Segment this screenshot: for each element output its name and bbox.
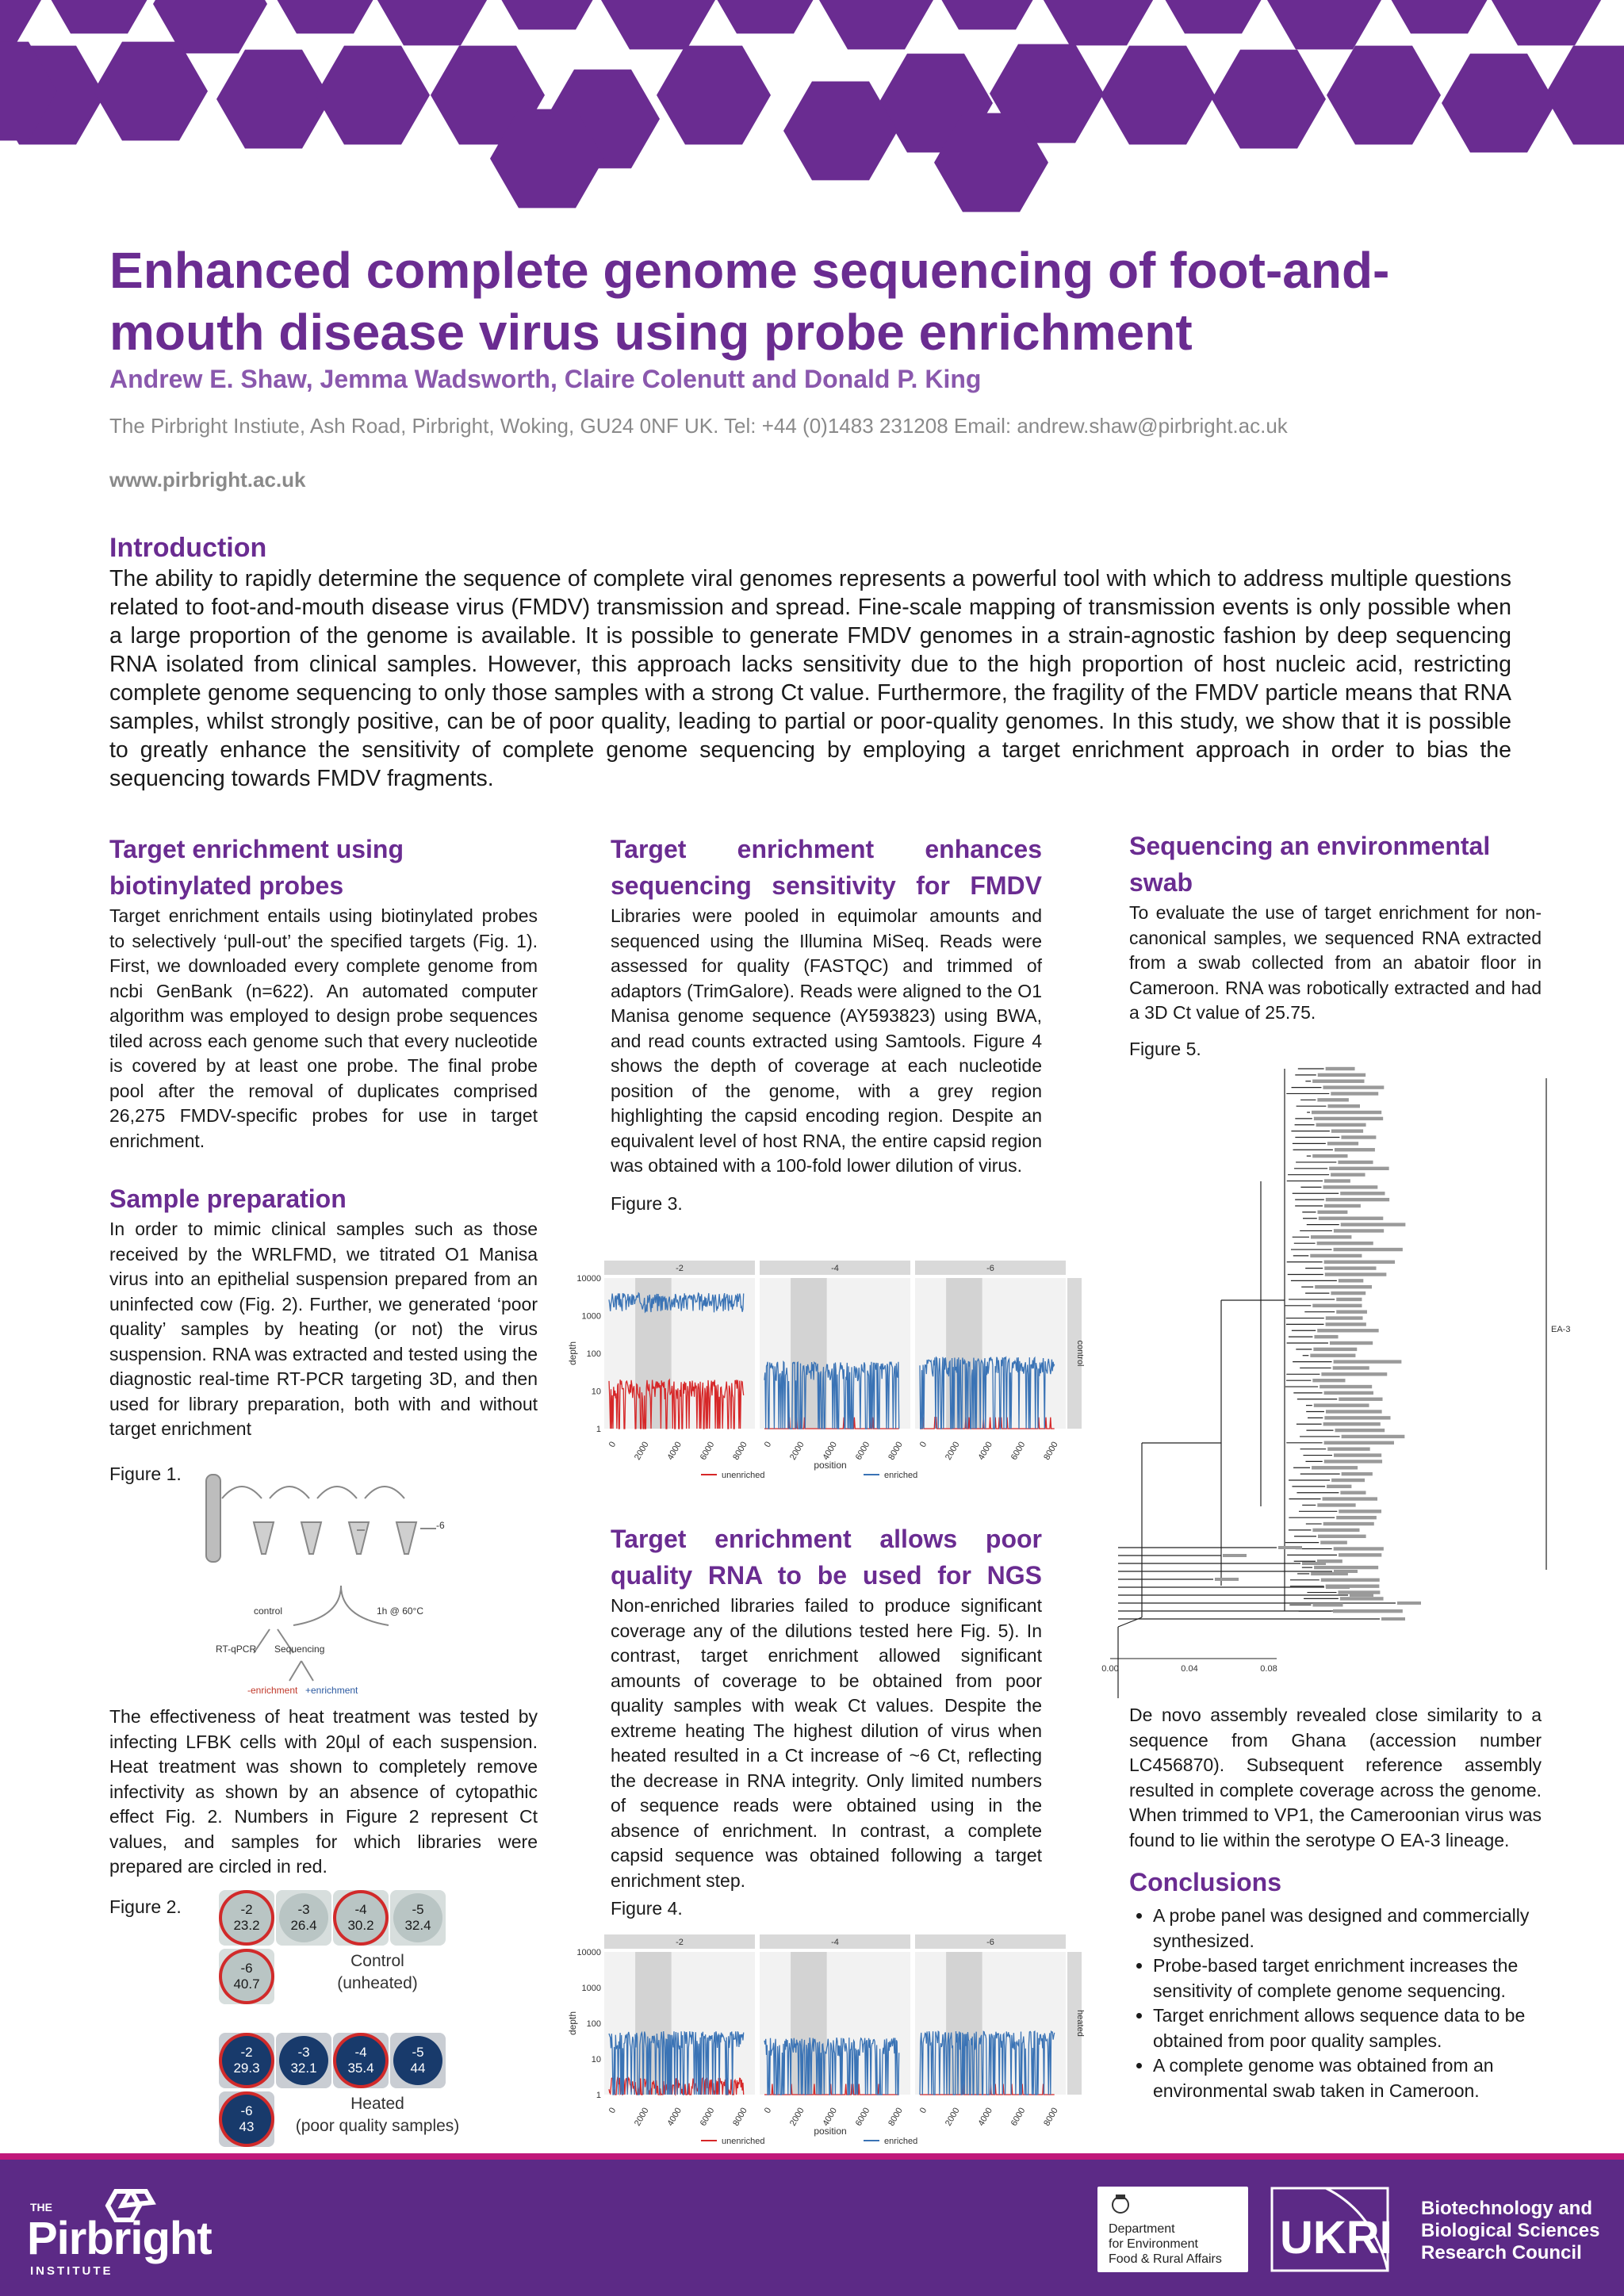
y-tick-label: 10000 bbox=[576, 1274, 601, 1284]
cell-plate-well bbox=[276, 1890, 331, 1946]
tree-tip-label bbox=[1327, 1142, 1358, 1145]
tree-tip-label bbox=[1336, 1310, 1367, 1313]
x-tick-label: 8000 bbox=[731, 1440, 749, 1462]
tree-tip-label bbox=[1335, 1429, 1385, 1432]
tree-tip-label bbox=[1318, 1535, 1366, 1538]
tree-tip-label bbox=[1321, 1578, 1380, 1582]
header-hexagon-pattern bbox=[0, 0, 1624, 214]
tree-tip-label bbox=[1342, 1435, 1405, 1438]
footer-accent-line bbox=[0, 2153, 1624, 2160]
section-text-de-novo-assembly: De novo assembly revealed close similarity to a sequence from Ghana (accession number LC456870). Subsequent reference assembly resulted in complete coverage across the genome. When trimmed to VP1, the Cameroonian virus was found to lie within the serotype O EA-3 lineage. bbox=[1129, 1705, 1542, 1850]
x-tick-label: 0 bbox=[762, 1440, 774, 1449]
header-hexagon bbox=[375, 0, 489, 45]
tree-tip-label bbox=[1327, 1485, 1351, 1488]
y-tick-label: 10 bbox=[591, 1387, 601, 1397]
tree-tip-label bbox=[1334, 1229, 1384, 1232]
section-heading-sensitivity: Target enrichment enhances sequencing sensitivity for FMDV bbox=[611, 835, 1042, 900]
figure-4-coverage-chart bbox=[565, 1931, 1085, 2153]
tree-tip-label bbox=[1311, 1235, 1351, 1238]
tree-tip-label bbox=[1310, 1354, 1355, 1357]
x-tick-label: 0 bbox=[917, 2106, 929, 2115]
figure-2-label: Figure 2. bbox=[109, 1896, 182, 1917]
authors: Andrew E. Shaw, Jemma Wadsworth, Claire Colenutt and Donald P. King bbox=[109, 365, 982, 393]
tree-tip-label bbox=[1317, 1329, 1378, 1332]
tree-tip-label bbox=[1318, 1073, 1365, 1077]
tree-tip-label bbox=[1326, 1322, 1366, 1326]
y-tick-label: 1 bbox=[596, 1425, 601, 1434]
x-axis-title: position bbox=[814, 1460, 847, 1471]
conclusion-item: • A complete genome was obtained from an environmental swab taken in Cameroon. bbox=[1153, 2053, 1542, 2103]
legend-label-unenriched: unenriched bbox=[722, 2137, 765, 2146]
ukri-mark-icon bbox=[1270, 2187, 1392, 2272]
figure-3-coverage-chart bbox=[565, 1257, 1085, 1487]
header-hexagon bbox=[268, 0, 382, 33]
tree-tip-label bbox=[1319, 1217, 1384, 1220]
header-hexagon bbox=[1101, 46, 1215, 145]
cell-plate-well bbox=[333, 2033, 389, 2088]
tree-tip-label bbox=[1324, 1441, 1394, 1445]
tree-tip-label bbox=[1331, 1173, 1365, 1176]
section-text-sample-preparation: In order to mimic clinical samples such as those received by the WRLFMD, we titrated O1 Manisa virus into an epithelial suspension prepared from an uninfected cow (Fig. 2). Further, we generated ‘poor quality’ samples by heating (or not) the virus suspension. RNA was extracted and tested using the diagnostic real-time RT-PCR targeting 3D, and then used for library preparation, both with and without target enrichment bbox=[109, 1219, 538, 1439]
x-tick-label: 6000 bbox=[698, 1440, 717, 1462]
ct-value: 35.4 bbox=[347, 2061, 374, 2076]
panel-label: -2 bbox=[676, 1938, 684, 1947]
ct-value: 29.3 bbox=[233, 2061, 260, 2076]
fig1-rtqpcr-label: RT-qPCR bbox=[216, 1644, 257, 1655]
conclusion-item: • A probe panel was designed and commercially synthesized. bbox=[1153, 1904, 1542, 1954]
tree-tip-label bbox=[1278, 1546, 1302, 1549]
header-hexagon bbox=[1212, 50, 1326, 149]
x-tick-label: 4000 bbox=[665, 1440, 684, 1462]
tree-tip-label bbox=[1336, 1516, 1377, 1519]
section-heading-biotinylated-probes: Target enrichment using biotinylated probes bbox=[109, 835, 404, 900]
x-tick-label: 2000 bbox=[944, 1440, 962, 1462]
tree-scale-tick: 0.08 bbox=[1260, 1664, 1277, 1674]
y-tick-label: 1 bbox=[596, 2091, 601, 2100]
cell-plate-well bbox=[276, 2033, 331, 2088]
panel-label: -4 bbox=[831, 1264, 839, 1273]
header-hexagon bbox=[94, 42, 208, 141]
y-tick-label: 100 bbox=[586, 1349, 601, 1359]
intro-text: The ability to rapidly determine the sequence of complete viral genomes represents a powerful tool with which to address multiple questions related to foot-and-mouth disease virus (FMDV) transmission and spread. Fine-scale mapping of transmission events is only possible when a large proportion of the genome is available. It is possible to generate FMDV genomes in a strain-agnostic fashion by deep sequencing RNA isolated from clinical samples. However, this approach lacks sensitivity due to the high proportion of host nucleic acid, restricting complete genome sequencing to only those samples with a strong Ct value. Furthermore, the fragility of the FMDV particle means that RNA samples, whilst strongly positive, can be of poor quality, leading to partial or poor-quality genomes. In this study, we show that it is possible to greatly enhance the sensitivity of complete genome sequencing by employing a target enrichment approach in order to bias the sequencing towards FMDV fragments. bbox=[109, 566, 1511, 791]
ukri-logo bbox=[1270, 2187, 1392, 2272]
defra-logo: Department for Environment Food & Rural Affairs bbox=[1097, 2187, 1248, 2272]
tree-tip-label bbox=[1313, 1348, 1357, 1351]
x-tick-label: 6000 bbox=[1009, 1440, 1028, 1462]
cell-plate-well bbox=[219, 1949, 274, 2004]
figure-1-label: Figure 1. bbox=[109, 1464, 182, 1484]
tree-tip-label bbox=[1326, 1067, 1355, 1070]
intro-heading: Introduction bbox=[109, 533, 267, 563]
y-axis-title: depth bbox=[567, 2011, 578, 2036]
figure-2-cell-plates bbox=[219, 1890, 460, 2135]
poster-title: Enhanced complete genome sequencing of foot-and-mouth disease virus using probe enrichment bbox=[109, 242, 1390, 361]
tree-tip-label bbox=[1324, 1179, 1350, 1182]
dilution-value: -3 bbox=[297, 1902, 310, 1917]
tree-tip-label bbox=[1339, 1279, 1363, 1282]
figure-4-label: Figure 4. bbox=[611, 1898, 683, 1919]
dilution-value: -6 bbox=[240, 2103, 253, 2118]
y-tick-label: 1000 bbox=[581, 1984, 601, 1993]
tree-tip-label bbox=[1381, 1617, 1405, 1621]
tree-tip-label bbox=[1340, 1491, 1365, 1494]
tree-scale-tick: 0.04 bbox=[1181, 1664, 1198, 1674]
tree-tip-label bbox=[1312, 1529, 1359, 1532]
header-hexagon bbox=[930, 0, 1044, 29]
tree-tip-label bbox=[1302, 1562, 1326, 1565]
conclusion-item: • Target enrichment allows sequence data to be obtained from poor quality samples. bbox=[1153, 2003, 1542, 2053]
figure-1-workflow-diagram bbox=[198, 1467, 468, 1705]
dilution-value: -5 bbox=[412, 2045, 424, 2060]
dilution-value: -5 bbox=[412, 1902, 424, 1917]
tree-tip-label bbox=[1327, 1447, 1369, 1450]
section-heading-environmental-swab: Sequencing an environmental swab bbox=[1129, 832, 1491, 897]
column-2-lower bbox=[611, 1521, 1042, 1919]
tree-tip-label bbox=[1331, 1092, 1378, 1095]
facet-label: control bbox=[1075, 1340, 1085, 1367]
panel-label: -6 bbox=[986, 1264, 994, 1273]
tree-tip-label bbox=[1324, 1460, 1382, 1463]
x-axis-title: position bbox=[814, 2126, 847, 2137]
tree-tip-label bbox=[1329, 1167, 1389, 1170]
bbsrc-logo-text: Biotechnology and Biological Sciences Research Council bbox=[1421, 2198, 1600, 2263]
x-tick-label: 8000 bbox=[1042, 1440, 1060, 1462]
section-text-heat-treatment: The effectiveness of heat treatment was tested by infecting LFBK cells with 20µl of each suspension. Heat treatment was shown to completely remove infectivity as shown by an absence of cytopathic effect Fig. 2. Numbers in Figure 2 represent Ct values, and samples for which libraries were prepared are circled in red. bbox=[109, 1706, 538, 1877]
column-2 bbox=[611, 831, 1042, 1215]
header-hexagon bbox=[1041, 0, 1155, 45]
tree-tip-label bbox=[1327, 1104, 1360, 1108]
x-tick-label: 0 bbox=[607, 2106, 619, 2115]
ct-value: 30.2 bbox=[347, 1918, 374, 1933]
panel-label: -4 bbox=[831, 1938, 839, 1947]
tree-tip-label bbox=[1314, 1566, 1378, 1569]
x-tick-label: 6000 bbox=[853, 1440, 872, 1462]
dilution-value: -4 bbox=[354, 2045, 367, 2060]
dilution-value: -6 bbox=[240, 1961, 253, 1976]
ct-value: 44 bbox=[410, 2061, 426, 2076]
website-link[interactable]: www.pirbright.ac.uk bbox=[109, 468, 306, 492]
dilution-value: -3 bbox=[297, 2045, 310, 2060]
tree-tip-label bbox=[1312, 1080, 1364, 1083]
fig1-minus-enrichment: -enrichment bbox=[247, 1685, 298, 1696]
x-tick-label: 0 bbox=[762, 2106, 774, 2115]
tree-tip-label bbox=[1323, 1497, 1377, 1500]
ct-value: 32.1 bbox=[290, 2061, 317, 2076]
fig1-control-label: control bbox=[254, 1605, 283, 1617]
header-hexagon bbox=[1442, 54, 1556, 153]
section-heading-poor-quality-rna: Target enrichment allows poor quality RNA to be used for NGS bbox=[611, 1525, 1042, 1590]
x-tick-label: 8000 bbox=[731, 2106, 749, 2128]
section-heading-sample-preparation: Sample preparation bbox=[109, 1184, 347, 1213]
tree-tip-label bbox=[1324, 1416, 1390, 1419]
cell-plate-well bbox=[219, 2091, 274, 2147]
lineage-label-ea3: EA-3 bbox=[1551, 1325, 1571, 1334]
x-tick-label: 8000 bbox=[1042, 2106, 1060, 2128]
tree-tip-label bbox=[1331, 1129, 1363, 1132]
header-hexagon bbox=[1382, 0, 1496, 33]
tree-tip-label bbox=[1323, 1085, 1384, 1089]
tree-tip-label bbox=[1333, 1248, 1402, 1251]
x-tick-label: 8000 bbox=[887, 1440, 905, 1462]
y-axis-title: depth bbox=[567, 1341, 578, 1366]
header-hexagon bbox=[657, 46, 771, 145]
ct-value: 23.2 bbox=[233, 1918, 260, 1933]
tree-tip-label bbox=[1312, 1304, 1362, 1307]
header-hexagon bbox=[1545, 46, 1624, 145]
tree-tip-label bbox=[1341, 1223, 1406, 1226]
tree-tip-label bbox=[1312, 1154, 1347, 1158]
tree-tip-label bbox=[1324, 1391, 1373, 1395]
ct-value: 40.7 bbox=[233, 1976, 260, 1992]
x-tick-label: 0 bbox=[917, 1440, 929, 1449]
x-tick-label: 8000 bbox=[887, 2106, 905, 2128]
section-text-environmental-swab: To evaluate the use of target enrichment for non-canonical samples, we sequenced RNA extracted from a swab collected from an abatoir floor in Cameroon. RNA was robotically extracted and had a 3D Ct value of 25.75. bbox=[1129, 902, 1542, 1023]
tree-tip-label bbox=[1312, 1111, 1381, 1114]
dilution-value: -2 bbox=[240, 1902, 253, 1917]
tree-tip-label bbox=[1336, 1298, 1362, 1301]
ct-value: 43 bbox=[239, 2119, 255, 2134]
tree-tip-label bbox=[1340, 1597, 1384, 1600]
column-1-lower bbox=[109, 1705, 538, 1880]
tree-tip-label bbox=[1350, 1594, 1373, 1597]
tree-tip-label bbox=[1326, 1316, 1363, 1319]
column-3-lower bbox=[1129, 1703, 1542, 2103]
header-hexagon bbox=[490, 0, 604, 29]
tree-tip-label bbox=[1317, 1242, 1373, 1245]
tree-tip-label bbox=[1314, 1335, 1338, 1338]
tree-tip-label bbox=[1320, 1385, 1372, 1388]
legend-label-enriched: enriched bbox=[884, 2137, 918, 2146]
cell-plate-well bbox=[333, 1890, 389, 1946]
x-tick-label: 4000 bbox=[976, 1440, 995, 1462]
tree-tip-label bbox=[1215, 1578, 1239, 1581]
fig1-plus-enrichment: +enrichment bbox=[305, 1685, 358, 1696]
tree-tip-label bbox=[1324, 1261, 1395, 1264]
tree-scale-tick: 0.00 bbox=[1101, 1664, 1119, 1674]
header-hexagon bbox=[1267, 0, 1381, 49]
cell-plate-well bbox=[390, 1890, 446, 1946]
x-tick-label: 4000 bbox=[821, 1440, 840, 1462]
y-tick-label: 10000 bbox=[576, 1948, 601, 1957]
header-hexagon bbox=[601, 0, 715, 49]
legend-label-enriched: enriched bbox=[884, 1471, 918, 1480]
tree-tip-label bbox=[1326, 1586, 1350, 1589]
tree-tip-label bbox=[1324, 1266, 1376, 1269]
legend-label-unenriched: unenriched bbox=[722, 1471, 765, 1480]
x-tick-label: 4000 bbox=[665, 2106, 684, 2128]
header-hexagon bbox=[316, 46, 430, 145]
column-1 bbox=[109, 831, 538, 1442]
cell-plate-well bbox=[219, 1890, 274, 1946]
x-tick-label: 4000 bbox=[976, 2106, 995, 2128]
tree-tip-label bbox=[1326, 1410, 1382, 1413]
x-tick-label: 0 bbox=[607, 1440, 619, 1449]
cell-plate-well bbox=[390, 2033, 446, 2088]
ct-value: 32.4 bbox=[404, 1918, 431, 1933]
fig1-heat-label: 1h @ 60°C bbox=[377, 1605, 424, 1617]
header-hexagon bbox=[1156, 0, 1270, 33]
tree-tip-label bbox=[1324, 1204, 1361, 1207]
tree-tip-label bbox=[1326, 1198, 1389, 1201]
x-tick-label: 4000 bbox=[821, 2106, 840, 2128]
tree-tip-label bbox=[1334, 1570, 1358, 1573]
tree-tip-label bbox=[1334, 1360, 1402, 1363]
x-tick-label: 2000 bbox=[788, 2106, 806, 2128]
x-tick-label: 6000 bbox=[853, 2106, 872, 2128]
tree-tip-label bbox=[1317, 1503, 1355, 1506]
column-3 bbox=[1129, 828, 1542, 1060]
fig2-heated-caption: Heated (poor quality samples) bbox=[295, 2095, 460, 2135]
tree-tip-label bbox=[1339, 1553, 1381, 1556]
tree-tip-label bbox=[1310, 1254, 1362, 1257]
tree-tip-label bbox=[1314, 1117, 1383, 1120]
tree-tip-label bbox=[1321, 1372, 1387, 1376]
figure-3-label: Figure 3. bbox=[611, 1192, 683, 1214]
x-tick-label: 2000 bbox=[633, 1440, 651, 1462]
tree-tip-label bbox=[1330, 1341, 1373, 1345]
x-tick-label: 6000 bbox=[1009, 2106, 1028, 2128]
fig2-control-caption: Control (unheated) bbox=[337, 1952, 418, 1992]
header-hexagon bbox=[819, 0, 933, 49]
tree-tip-label bbox=[1312, 1603, 1342, 1606]
tree-tip-label bbox=[1338, 1161, 1373, 1164]
tree-tip-label bbox=[1314, 1403, 1369, 1406]
figure-5-label: Figure 5. bbox=[1129, 1038, 1201, 1059]
tree-tip-label bbox=[1325, 1272, 1387, 1276]
cell-plate-well bbox=[219, 2033, 274, 2088]
tree-tip-label bbox=[1334, 1453, 1381, 1456]
fig1-dilution-label: -6 bbox=[436, 1520, 445, 1531]
tree-tip-label bbox=[1331, 1292, 1365, 1295]
panel-label: -2 bbox=[676, 1264, 684, 1273]
tree-tip-label bbox=[1335, 1148, 1375, 1151]
fig1-sequencing-label: Sequencing bbox=[274, 1644, 325, 1655]
conclusion-item: • Probe-based target enrichment increases the sensitivity of complete genome sequencing. bbox=[1153, 1954, 1542, 2003]
tree-tip-label bbox=[1315, 1285, 1372, 1288]
conclusions-list bbox=[1129, 1904, 1542, 2103]
x-tick-label: 2000 bbox=[944, 2106, 962, 2128]
tree-tip-label bbox=[1312, 1379, 1345, 1382]
figure-5-phylogenetic-tree bbox=[1094, 1062, 1602, 1673]
header-hexagon bbox=[1327, 46, 1441, 145]
y-tick-label: 1000 bbox=[581, 1311, 601, 1322]
header-hexagon bbox=[783, 82, 898, 181]
tree-tip-label bbox=[1323, 1422, 1381, 1425]
facet-label: heated bbox=[1075, 2010, 1085, 2037]
tree-tip-label bbox=[1339, 1510, 1381, 1513]
tree-tip-label bbox=[1341, 1135, 1376, 1138]
tree-tip-label bbox=[1331, 1479, 1365, 1482]
x-tick-label: 6000 bbox=[698, 2106, 717, 2128]
tree-tip-label bbox=[1312, 1466, 1358, 1469]
tree-tip-label bbox=[1342, 1472, 1373, 1475]
tree-tip-label bbox=[1339, 1398, 1382, 1401]
x-tick-label: 2000 bbox=[788, 1440, 806, 1462]
y-tick-label: 100 bbox=[586, 2019, 601, 2029]
tree-tip-label bbox=[1323, 1522, 1374, 1525]
y-tick-label: 10 bbox=[591, 2055, 601, 2064]
royal-crest-icon bbox=[1109, 2193, 1132, 2217]
tree-tip-label bbox=[1334, 1547, 1384, 1550]
svg-text:UKRI: UKRI bbox=[1280, 2212, 1392, 2263]
tree-tip-label bbox=[1397, 1601, 1421, 1605]
tree-tip-label bbox=[1320, 1540, 1347, 1544]
section-text-biotinylated-probes: Target enrichment entails using biotinylated probes to selectively ‘pull-out’ the specified targets (Fig. 1). First, we downloaded every complete genome from ncbi GenBank (n=622). An automated computer algorithm was employed to design probe sequences tiled across each genome such that every nucleotide is covered by at least one probe. The final probe pool after the removal of duplicates comprised 26,275 FMDV-specific probes for use in target enrichment. bbox=[109, 905, 538, 1151]
ct-value: 26.4 bbox=[290, 1918, 317, 1933]
tree-tip-label bbox=[1333, 1366, 1369, 1369]
panel-label: -6 bbox=[986, 1938, 994, 1947]
tree-tip-label bbox=[1340, 1192, 1385, 1195]
affiliation: The Pirbright Instiute, Ash Road, Pirbright, Woking, GU24 0NF UK. Tel: +44 (0)1483 231208 Email: andrew.shaw@pirbright.ac.uk bbox=[109, 414, 1288, 438]
section-text-sensitivity: Libraries were pooled in equimolar amounts and sequenced using the Illumina MiSeq. Reads were assessed for quality (FASTQC) and trimmed of adaptors (TrimGalore). Reads were aligned to the O1 Manisa genome sequence (AY593823) using BWA, and read counts extracted using Samtools. Figure 4 shows the depth of coverage at each nucleotide position of the genome, with a grey region highlighting the capsid encoding region. Despite an equivalent level of host RNA, the entire capsid region was obtained with a 100-fold lower dilution of virus. bbox=[611, 905, 1042, 1176]
section-text-poor-quality-rna: Non-enriched libraries failed to produce significant coverage any of the dilutions tested here Fig. 5). In contrast, target enrichment allowed significant amounts of coverage to be obtained from poor quality samples with weak Ct values. Despite the extreme heating The highest dilution of virus when heated resulted in a Ct increase of ~6 Ct, reflecting the decrease in RNA integrity. Only limited numbers of sequence reads were obtained using in the absence of enrichment. In contrast, a complete capsid sequence was obtained following a target enrichment step. bbox=[611, 1595, 1042, 1891]
tree-tip-label bbox=[1316, 1123, 1366, 1127]
tree-tip-label bbox=[1323, 1185, 1377, 1188]
header-hexagon bbox=[1489, 0, 1603, 45]
x-tick-label: 2000 bbox=[633, 2106, 651, 2128]
dilution-value: -4 bbox=[354, 1902, 367, 1917]
tree-tip-label bbox=[1317, 1211, 1347, 1214]
header-hexagon bbox=[42, 0, 156, 33]
dilution-value: -2 bbox=[240, 2045, 253, 2060]
header-hexagon bbox=[708, 0, 822, 33]
tree-tip-label bbox=[1223, 1554, 1247, 1557]
tree-tip-label bbox=[1317, 1098, 1348, 1101]
header-hexagon bbox=[216, 50, 331, 149]
tree-tip-label bbox=[1358, 1609, 1381, 1613]
conclusions-heading: Conclusions bbox=[1129, 1868, 1282, 1896]
